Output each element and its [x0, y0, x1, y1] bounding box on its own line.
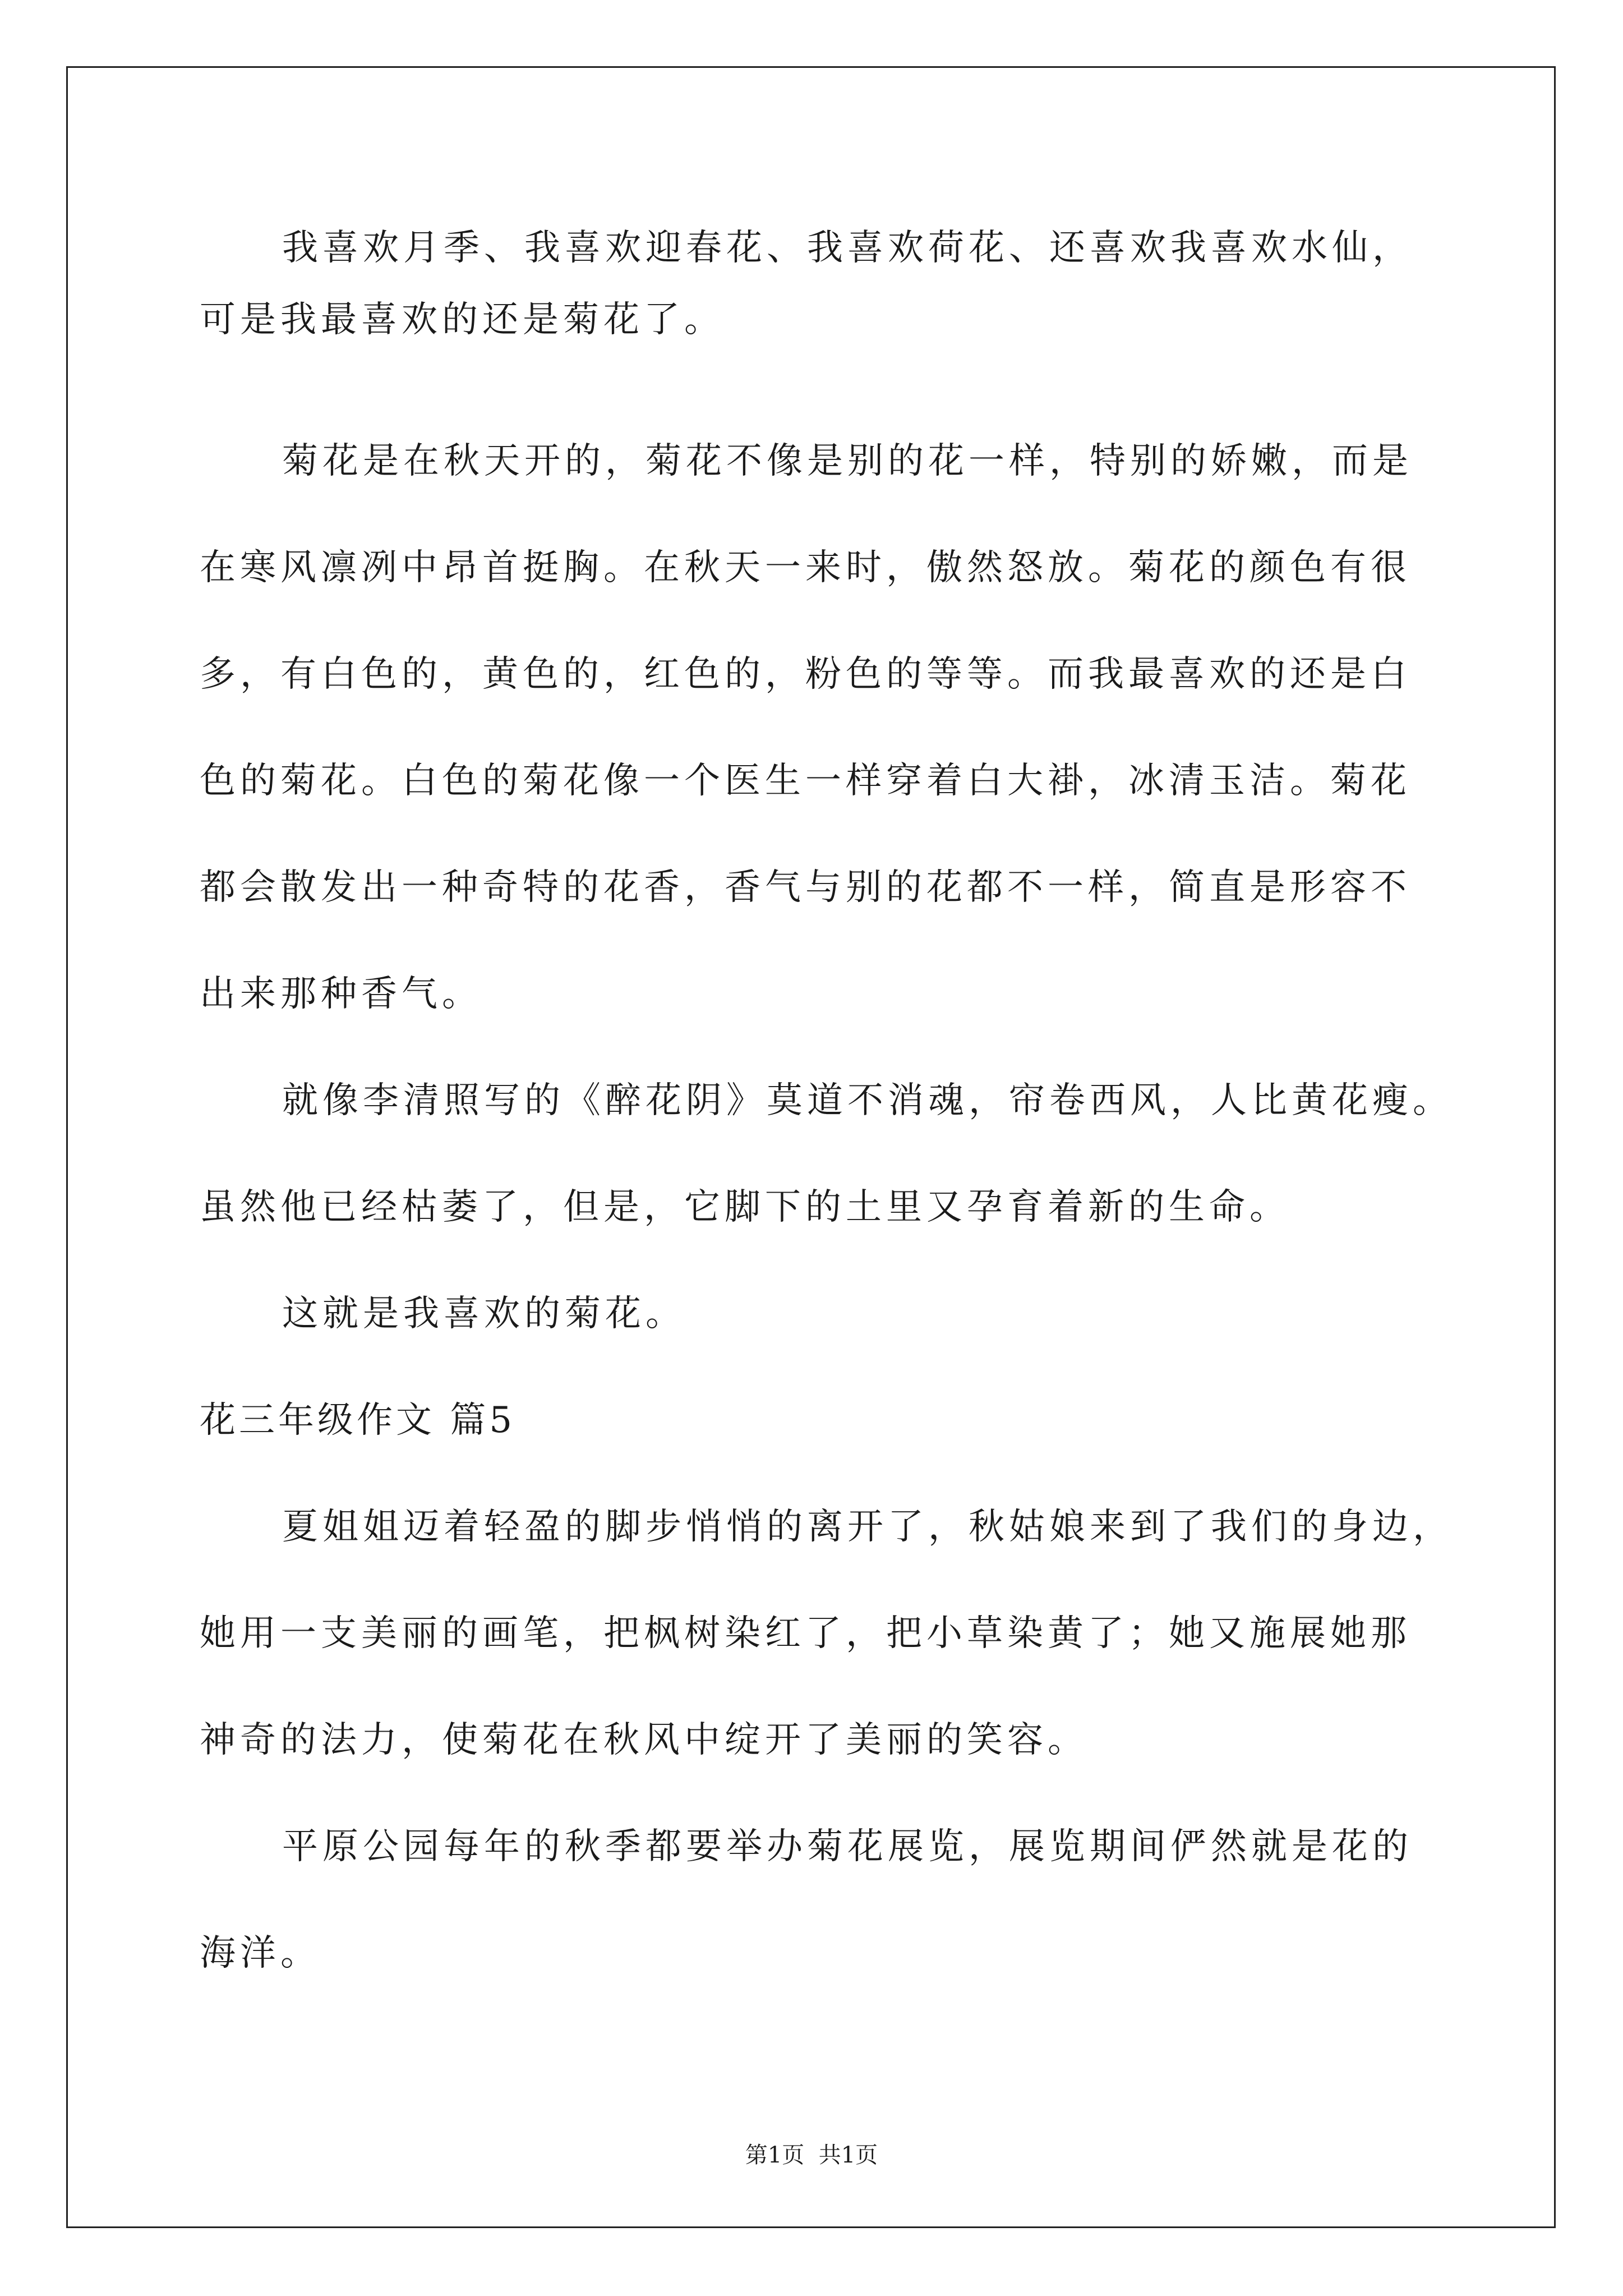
- paragraph-line: 虽然他已经枯萎了，但是，它脚下的土里又孕育着新的生命。: [200, 1186, 1290, 1228]
- paragraph-line: 这就是我喜欢的菊花。: [282, 1293, 686, 1335]
- paragraph-line: 海洋。: [200, 1932, 321, 1974]
- section-heading: 花三年级作文 篇5: [200, 1400, 516, 1441]
- paragraph-line: 夏姐姐迈着轻盈的脚步悄悄的离开了，秋姑娘来到了我们的身边，: [282, 1506, 1453, 1548]
- paragraph-line: 可是我最喜欢的还是菊花了。: [200, 299, 725, 341]
- page-number-footer: 第1页 共1页: [745, 2142, 878, 2168]
- paragraph-line: 都会散发出一种奇特的花香，香气与别的花都不一样，简直是形容不: [200, 867, 1411, 908]
- paragraph-line: 在寒风凛冽中昂首挺胸。在秋天一来时，傲然怒放。菊花的颜色有很: [200, 547, 1411, 588]
- paragraph-line: 色的菊花。白色的菊花像一个医生一样穿着白大褂，冰清玉洁。菊花: [200, 760, 1411, 802]
- paragraph-line: 出来那种香气。: [200, 973, 482, 1015]
- paragraph-line: 平原公园每年的秋季都要举办菊花展览，展览期间俨然就是花的: [282, 1826, 1413, 1867]
- paragraph-line: 我喜欢月季、我喜欢迎春花、我喜欢荷花、还喜欢我喜欢水仙，: [282, 227, 1413, 269]
- paragraph-line: 多，有白色的，黄色的，红色的，粉色的等等。而我最喜欢的还是白: [200, 654, 1411, 695]
- paragraph-line: 菊花是在秋天开的，菊花不像是别的花一样，特别的娇嫩，而是: [282, 440, 1413, 482]
- paragraph-line: 神奇的法力，使菊花在秋风中绽开了美丽的笑容。: [200, 1719, 1088, 1761]
- paragraph-line: 就像李清照写的《醉花阴》莫道不消魂，帘卷西风，人比黄花瘦。: [282, 1080, 1453, 1121]
- paragraph-line: 她用一支美丽的画笔，把枫树染红了，把小草染黄了；她又施展她那: [200, 1613, 1411, 1654]
- page-border: [66, 66, 1556, 2228]
